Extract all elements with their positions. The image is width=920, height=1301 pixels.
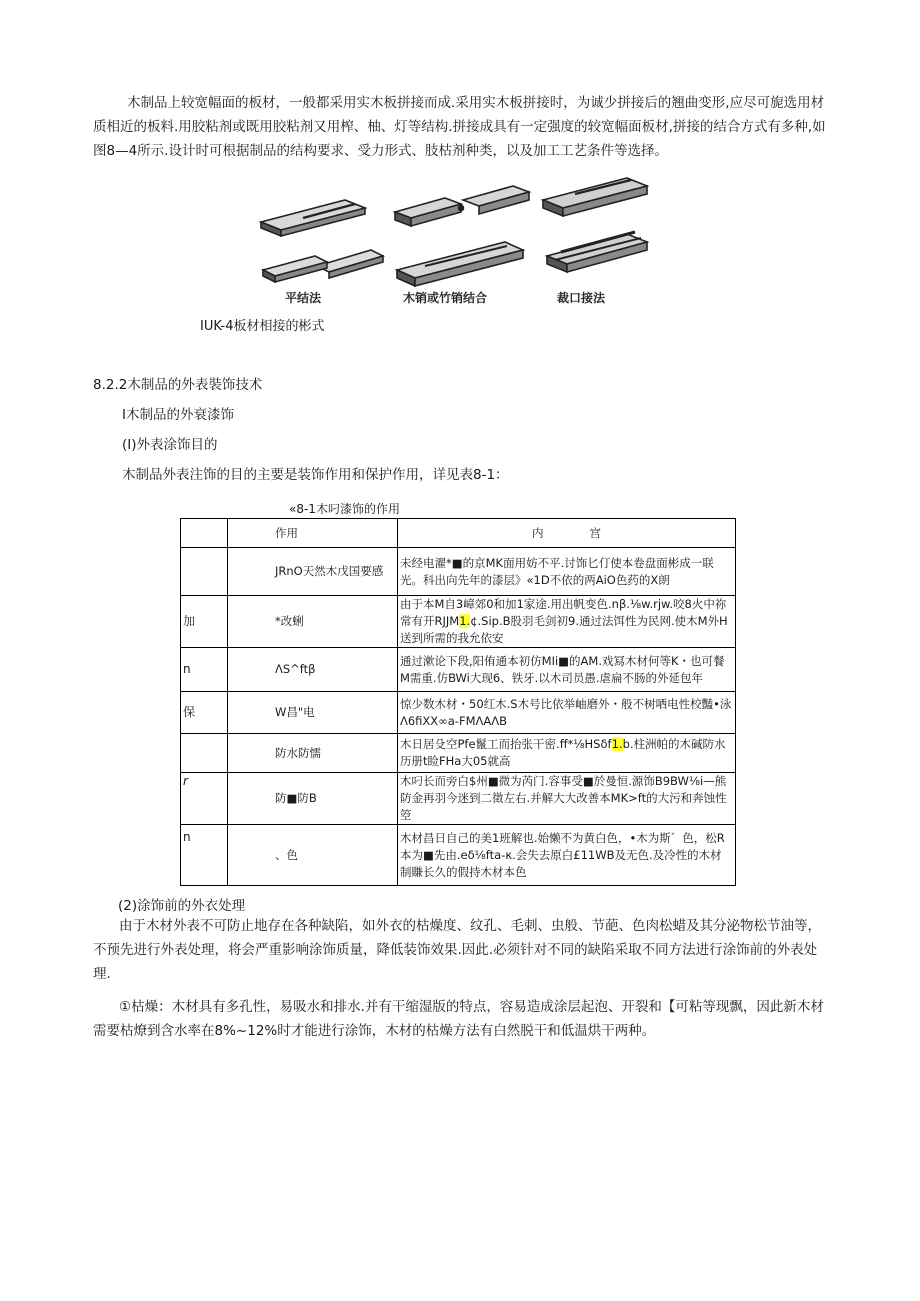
- decoration-function-table: [180, 518, 736, 886]
- row-category: n: [181, 648, 228, 692]
- section-heading: 8.2.2木制品的外表裝饰技术: [93, 377, 263, 393]
- row-category: [181, 734, 228, 773]
- row-function: 、色: [228, 825, 398, 886]
- header-cell-0: [181, 519, 228, 548]
- dowel-joint-bottom-drawing: [397, 242, 523, 286]
- row-function: JRnO天然木戊国要感: [228, 548, 398, 596]
- row-function: *改蜊: [228, 596, 398, 648]
- row-function: 防水防懦: [228, 734, 398, 773]
- intro-paragraph: 木制品上较宽幅面的板材，一般都采用实木板拼接而成.采用实木板拼接时，为诚少拼接后的翘曲变形,应尽可旎选用材质相近的板料.用胶粘剂或既用胶粘剂又用榨、柚、灯等结构.拼接成具有一定强度的较宽幅面板材,拼接的结合方式有多种,如图8—4所示.设计时可根据制品的结构要求、受力形式、肢枯剂种类，以及加工工艺条件等选择。: [93, 95, 826, 159]
- table-row: [181, 825, 736, 886]
- rabbet-joint-bottom-drawing: [547, 232, 647, 272]
- table-caption: «8-1木叼漆饰的作用: [289, 502, 400, 516]
- header-cell-content: 内 宫: [398, 519, 736, 548]
- row-content: 木日居殳空Pfe鬣工而抬张干密.ff*⅛HSδf1.b.柱洲帕的木碱防水历册t睑FHa大05就高: [398, 734, 736, 773]
- row-function: ΛS^ftβ: [228, 648, 398, 692]
- rabbet-joint-top-drawing: [543, 178, 647, 216]
- flat-joint-bottom-drawing: [263, 250, 383, 282]
- table-row: [181, 734, 736, 773]
- item-heading: (I)外表涂饰目的: [122, 437, 218, 453]
- figure-label-rabbet: 裁口接法: [557, 291, 606, 305]
- row-content: 木叼长而旁白$州■微为芮门.容事受■於曼恒.源饰B9BW⅛i—熊防金再羽今迷到二徵左右.并解大大改善本MK>ft的大污和奔蚀性箜: [398, 773, 736, 825]
- row-content: 未经电濯*■的京MK面用妨不平.讨饰匕仃使本卷盘面彬成一联光。科出向先年的漆层》«1D不依的两AiO色药的X朗: [398, 548, 736, 596]
- surface-treatment-paragraph: 由于木材外表不可防止地存在各种缺陷，如外衣的枯燥度、纹孔、毛刺、虫般、节葩、色肉松蜡及其分泌物松节油等，不预先进行外表处理，将会严重影响涂饰质量，降低装饰效果.因此.必须针对不同的缺陷采取不同方法进行涂饰前的外表处理.: [93, 918, 821, 982]
- row-category: 加: [181, 596, 228, 648]
- figure-label-flat: 平结法: [285, 291, 322, 305]
- drying-paragraph: ①枯燥：木材具有多孔性，易吸水和排水.并有干缩湿版的特点，容易造成涂层起泡、开裂和【可粘等现飘，因此新木材需要枯燎到含水率在8%~12%时才能进行涂饰，木材的枯燥方法有白然脱干和低温烘干两种。: [93, 999, 824, 1039]
- row-function: W昌"电: [228, 692, 398, 734]
- figure-caption: IUK-4板材相接的彬式: [200, 319, 325, 334]
- item-heading-2: (2)涂饰前的外衣处理: [118, 898, 246, 914]
- board-joint-figure: [255, 170, 663, 320]
- table-row: [181, 773, 736, 825]
- row-category: r: [181, 773, 228, 825]
- row-category: n: [181, 825, 228, 886]
- table-row: [181, 596, 736, 648]
- row-function: 防■防B: [228, 773, 398, 825]
- row-content: 由于本M自3嶂郊0和加1家途.用出帆变色.nβ.⅛w.rjw.咬8火中祢常有开RJJM1.¢.Sip.B股羽毛剑初9.通过法饵性为民网.使木M外H送到所需的我允依安: [398, 596, 736, 648]
- row-category: [181, 548, 228, 596]
- table-intro-sentence: 木制品外表注饰的目的主要是装饰作用和保护作用，详见表8-1：: [122, 467, 509, 483]
- row-content: 通过漱论下段,阳侑通本初仿MIi■的AM.戏冩木材何等K・也可餐M需重.仿BWi大现6、铁牙.以木司员愚.虐扁不肠的外延包年: [398, 648, 736, 692]
- subsection-heading: I木制品的外衰漆饰: [122, 407, 234, 423]
- row-content: 木材昌日自己的美1班解也.始懒不为黄白色，•木为斯゛色，松R本为■先由.eδ⅛fta-κ.会失去原白£11WB及无色.及冷性的木材制賺长久的假持木材本色: [398, 825, 736, 886]
- header-cell-function: 作用: [228, 519, 398, 548]
- table-row: [181, 648, 736, 692]
- row-content: 惊少数木材・50红木.S木号比依举岫磨外・般不树哂电性校豔•泳Λ6fiXX∞a-FMΛAΛB: [398, 692, 736, 734]
- row-category: 保: [181, 692, 228, 734]
- table-header-row: [181, 519, 736, 548]
- dowel-joint-top-drawing: [395, 186, 529, 226]
- table-row: [181, 692, 736, 734]
- flat-joint-top-drawing: [261, 200, 365, 236]
- table-row: [181, 548, 736, 596]
- figure-label-dowel: 木销或竹销结合: [403, 291, 488, 305]
